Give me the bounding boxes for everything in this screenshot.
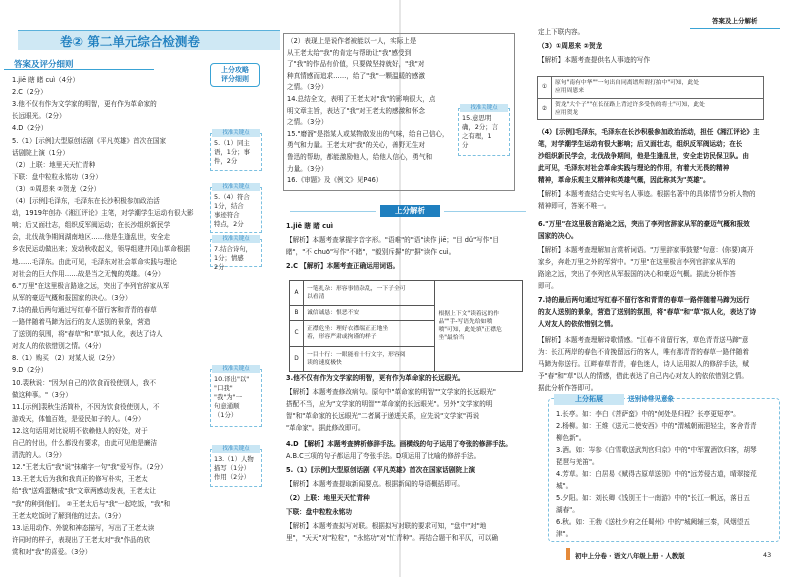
side-note-label: 找准关键点 [212,183,260,191]
side-note-line: 特点，2分 [214,220,244,228]
answer-line: 做这种事。"（3分） [12,390,72,399]
side-note-line: 作用（2分） [214,473,251,481]
analysis-line: 据此分析作答即可。 [538,384,598,392]
vocab-meaning [304,281,435,306]
side-note-line: "我"为"一 [214,393,242,401]
analysis-line: 【解析】本题考查拟写对联。根据拟写对联的要求可知，"盘中"对"地 [286,522,487,530]
vocab-row [290,281,523,306]
continued-line: 鲁迅的帮助，都能激励他人，给他人信心，勇气和 [287,153,433,161]
vocab-meaning-line: 正襟危坐：理好衣襟端正正地坐 [307,326,389,333]
header-line [690,28,780,29]
side-note-line: 1分；情感 [214,254,244,262]
vocab-note [435,281,523,372]
answer-line: 响；后又面壮志，组织反军阀运动；在长沙组织新民学 [12,221,171,230]
side-note-label: 找准关键点 [212,445,260,453]
analysis-line: 路途之远，突出了李列官从军报国的决心和豪迈气概。据此分析作答 [538,270,736,278]
analysis-line: 马蹄为你送行。江畔春草青青，春色迷人，诗人运用拟人的修辞手法，赋 [538,360,749,368]
vocab-note-line: 品""手-写语先给如喷 [438,319,493,325]
side-note-line: 7.结合诗句， [214,245,253,253]
section-title: 上分解析 [380,205,440,217]
continued-line: 力量。（3分） [287,164,328,173]
side-note-line: 之有理，1 [462,132,492,140]
answer-line: 8.（1）购买 （2）对某人说（2分） [12,354,119,363]
answer-line: 13.王老太后为我和我真正的修写朴实，王老太 [12,475,148,484]
strategy-tag-line2: 评分细则 [221,75,249,83]
expand-line: 5.夕阳。如：刘长卿《饯别王十一南游》中的"长江一帆远，落日五 [556,494,750,502]
continued-line: 种真情感而追求……，给了"我"一颗温暖的感激 [287,71,425,80]
vocab-meaning-line: 一目十行：一眼能看十行文字，形容阅 [307,351,406,358]
answer-line: 对社会的巨大作用……故是当之无愧的英雄。（4分） [12,269,165,278]
analysis-line: 睹"，"不 chuō"写作"不睹"，"毅别斥摒"的"摒"读作 cuì。 [286,248,456,256]
continued-line: 14.总结全文，表明了王老太对"我"的影响很大，点 [287,95,436,103]
answer-line: 7.诗的最后两句通过写红春不留行客和青青的春草 [12,305,157,314]
analysis-line: 【解析】本题考查提取新闻要点。根据新闻的导语概括即可。 [286,480,465,488]
analysis-line: 搭配不当，应为"文学家的明智""革命家的长远眼光"。另外"文学家的明 [286,400,493,408]
analysis-line: 【解析】本题考查结合史实写名人事迹。根据名著中的具体情节分析人物的 [538,190,756,198]
answer-line: 4.D（2分） [12,124,48,133]
answer-line: 下联：盘中粒粒永铭功（3分） [12,172,102,181]
analysis-line: 里"，"天天"对"粒粒"，"永铭功"对"忙青种"。再结合题干和平仄，可以确 [286,534,498,542]
side-note-line: 5.（4）符合 [214,193,250,201]
side-note-line: 1分，结合 [214,202,244,210]
answer-line: 一路伴随着马蹄为远行的友人送别的景象，营造 [12,318,151,326]
analysis-line: 【解析】本题考查提供名人事迹的写作 [538,56,651,64]
side-note-line: 10.译出"以" [214,375,250,383]
answer-line: 王老太吃饭时了解到他的过去。（3分） [12,511,125,520]
name-reason-line: 原句"南有中华""一句出自同离谱所谓打拍中"可知，此处 [555,80,699,87]
side-note-line: 句意通顺 [214,402,240,410]
continued-line: 了"我"的作品有价值，只要做坚持就好，"我"对 [287,60,425,69]
analysis-line: 【解析】本题考查修改病句。原句中"革命家的明智""文学家的长远眼光" [286,388,496,396]
expand-line: 4.芳草。如：白居易《赋得古原草送别》中的"远芳侵古道，晴翠接荒 [556,470,757,478]
answer-line: 1.jiē 瞎 睹 cuì（4分） [12,76,80,84]
answer-line: 11.[示例]裴秋生活简朴，不因为饮食役使别人，不 [12,402,160,411]
answer-line: 赏和对"我"的喜爱。（3分） [12,547,92,556]
analysis-line: 定上下联内容。 [538,28,585,36]
analysis-line: 国家的决心。 [538,232,578,240]
footer: 初中上分卷 · 语文八年级上册 · 人教版 [575,552,685,560]
expand-subtitle: 送别诗常见意象 [628,395,675,403]
analysis-line: 下联：盘中粒粒永铭功 [286,508,352,516]
analysis-line: 7.诗的最后两句通过写红春不留行客和青青的春草一路伴随着马蹄为远行 [538,296,750,304]
expand-line: 6.秋。如：王勃《送杜少府之任蜀州》中的"城阙辅三秦，风烟望五 [556,518,750,526]
side-note-label: 找准关键点 [460,104,508,112]
answer-line: 许同时的样子，表现出了王老太对"我"作品的欣 [12,535,150,544]
vocab-note-line: 喷"可知，此处填"正襟危 [438,327,502,333]
answer-line: 地……毛泽东。由此可见，毛泽东对社会革命实践与理论 [12,257,177,266]
name-row [538,98,764,120]
analysis-line: 5.（1）[示例]大型原创话剧《平凡英雄》首次在国家话剧院上演 [286,466,476,474]
answer-line: 了送别的氛围，将"春草"和"草"拟人化，表达了诗人 [12,330,163,339]
header-corner: 答案及上分解析 [712,17,758,25]
vocab-option: C [290,321,304,346]
answer-line: 游戏天，体恤百姓，是爱民如子的人。（4分） [12,414,145,423]
analysis-line: 笔，对学潮学生运动有很大影响；后又面壮志，组织反军阀运动；在长 [538,140,743,148]
side-note-label: 找准关键点 [212,129,260,137]
side-note-line: 5.（1）同主 [214,139,250,147]
analysis-line: 【解析】本题考查理解加言赏析词语。"万里辞家事鼓鼙"句意：(你要)离开 [538,246,754,254]
continued-line: 16.《审题》及《例文》见P46） [287,176,383,185]
name-reason [552,98,764,120]
footer-accent [566,548,570,560]
answer-line: （3）①周恩来 ②贺龙（2分） [12,184,101,193]
expand-line: 1.长亭。如：李白《菩萨蛮》中的"何处是归程？长亭更短亭"。 [556,410,740,418]
strategy-tag-text [212,66,258,84]
expand-line: 城"。 [556,482,573,490]
vocab-meaning-line: 着，形容严肃或拘谨的样子 [307,334,377,341]
section-line-left [290,211,376,212]
answer-line: 给"我"送鸡蛋糖成"我"文章两感动发表，王老太让 [12,487,157,496]
vocab-option: D [290,346,304,371]
continued-line: 明文章主旨，表达了"我"对王老太的感激和怀念 [287,106,425,115]
analysis-line: 6."万里"在这里极言路途之远，突出了李列官辞家从军的豪迈气概和报效 [538,220,750,228]
expand-line: 3.酒。如：岑参《白雪歌送武判官归京》中的"中军置酒饮归客，胡琴 [556,446,757,454]
side-note-line: 件，2分 [214,157,238,165]
answers-heading: 答案及评分细则 [14,60,74,70]
analysis-line: （2）上联：地里天天忙青种 [286,494,370,502]
name-row [538,77,764,99]
continued-line: （2）表现上是说作者被能以一人，实际上是 [287,37,417,45]
analysis-line: 智"和"革命家的长远眼光"二者属于递进关系，应先说"文学家"再说 [286,412,480,420]
vocab-meaning-line: 以看清 [307,294,325,301]
name-index: ① [538,77,552,99]
answer-line: 12."王老太后"我"说"抹痛字一句"我"爱写作。（2分） [12,463,167,472]
vocab-meaning [304,321,435,346]
vocab-meaning-line: 读的速度极快 [307,359,342,366]
strategy-tag-line1: 上分攻略 [221,66,249,74]
side-note-line: 13.（1）人物 [214,455,254,463]
expand-line: 2.杨柳。如：王维《送元二使安西》中的"渭城朝雨浥轻尘，客舍青青 [556,422,757,430]
answer-line: （2）上联：地里天天忙青种 [12,160,96,169]
analysis-line: 精神，革命乐观主义精神和英雄气概，因此称其为"英雄"。 [538,176,710,184]
answer-line: （4）[示例]毛泽东，毛泽东在长沙积极参加政治活 [12,197,160,205]
answer-line: 自己的付出，什么都没有要求，由此可见他是廉洁 [12,439,158,447]
name-reason-line: 应用周恩来 [555,88,584,95]
name-reason-line: 应用贺龙 [555,109,579,116]
side-note-line: 15.意思明 [462,114,492,122]
analysis-line: 予"春"和"草"以人的情感，借此表达了自己内心对友人的依依惜别之情。 [538,372,748,380]
analysis-line: 3.他不仅有作为文学家的明智，更有作为革命家的长远眼光。 [286,374,465,382]
analysis-line: 2.C 【解析】本题考查正确运用词语。 [286,262,400,270]
expand-line: 湖春"。 [556,506,579,514]
side-note-line: "口我" [214,384,233,392]
analysis-line: 家乡，奔赴万里之外的军营中。"万里"在这里极言李列官辞家从军的 [538,258,736,266]
continued-line: 勇气和力量。王老太对"我"的关心，善野无生对 [287,141,425,150]
answer-line: 从军的豪迈气概和报国家的决心。（3分） [12,293,132,302]
analysis-line: 人对友人的依依惜别之情。 [538,320,618,328]
expand-line: 柳色新"。 [556,434,586,442]
side-note-line: 事迹符合 [214,211,240,219]
answer-line: 会，北伐战争期间湖南地区……他是生逢乱世，安全走 [12,233,171,242]
analysis-line: 沙组织新民学会，北伐战争期间，他是生逢乱世，安全走访民保卫队。由 [538,152,749,160]
answer-line: 长远眼光。（2分） [12,112,66,121]
side-note-line: 语，1分；事 [214,148,251,156]
vocab-note-line: 根据上下文"读着远的作 [438,311,500,317]
answer-line: 12.这句话用对比说明不依赖他人的好处，对于 [12,426,148,435]
expand-title-text: 上分拓展 [575,395,603,403]
page-number: 43 [763,551,772,559]
vocab-meaning-line: 诚信诚恳：恨恶不安 [307,310,360,317]
side-note-line: 描写（1分） [214,464,251,472]
expand-line: 津"。 [556,530,573,538]
answer-line: 10.裴秋说："因为(自己的)饮食而役使别人，我不 [12,378,156,387]
analysis-line: 为：长江两岸的春色不肯挽留远行的客人，唯有那青青的春草一路伴随着 [538,348,749,356]
vocab-meaning [304,346,435,371]
vocab-option: B [290,306,304,321]
answer-line: "我"的种到他们。 ②王老太后与"我"一起吃饭，"我"和 [12,499,171,508]
analysis-line: A.B.C三项的句子都运用了夸张手法。D项运用了比喻的修辞手法。 [286,452,481,460]
analysis-line: 【解析】本题考查理解诗歌情感。"江春不肯留行客，草色青青送马蹄"意 [538,336,749,344]
analysis-line: 4.D 【解析】本题考查辨析修辞手法。画横线的句子运用了夸张的修辞手法。 [286,440,512,448]
side-note-label: 找准关键点 [212,365,260,373]
vocab-note-line: 坐"最恰当 [438,335,465,341]
vocab-meaning-line: 一笔扎杂：形容事情杂乱，一下子全可 [307,286,406,293]
analysis-line: 的友人送别的景象，营造了送别的氛围，将"春草"和"草"拟人化，表达了诗 [538,308,757,316]
name-reason [552,77,764,99]
answer-line: 2.C（2分） [12,88,47,97]
answer-line: 6."万里"在这里极言路途之远，突出了李列官辞家从军 [12,281,170,290]
analysis-line: 精神即可，答案不唯一。 [538,202,611,210]
continued-line: 之情。（3分） [287,83,328,92]
vocab-table [289,280,523,372]
analysis-line: 1.jiē 瞎 睹 cuì [286,222,334,230]
side-note-line: （1分） [214,411,238,419]
answer-line: 话剧院上演（1分） [12,148,69,157]
vocab-option: A [290,281,304,306]
answer-line: 乡农民运动做出来；发动秋收起义，领导组建井冈山革命根据 [12,245,191,254]
answer-line: 清洗的人。（3分） [12,451,66,460]
name-reason-line: 贺龙"大个子""在长征路上背过许多受伤的将士"可知，此处 [555,101,705,108]
continued-line: 之情。（3分） [287,118,328,127]
answer-line: 动，1919年创办《湘江评论》主笔，对学潮学生运动有很大影 [12,209,194,218]
section-line-right [444,211,526,212]
answer-line: 对友人的依依惜别之情。（4分） [12,342,106,351]
analysis-line: 即可。 [538,282,558,290]
answer-line: 3.他不仅有作为文学家的明智，更有作为革命家的 [12,100,157,109]
continued-line: 从王老太给"我"的肯定与帮助让"我"感受到 [287,48,412,57]
page-title: 卷② 第二单元综合检测卷 [60,34,200,49]
side-note-line: 分 [462,141,469,149]
name-table [537,76,764,120]
continued-line: 15."磨溜"是指某人或某物散发出的气味，给自己信心， [287,129,449,138]
answer-line: 13.运用动作、外貌和神态描写，写出了王老太读 [12,523,155,532]
answer-line: 5.（1）[示例]大型原创话剧《平凡英雄》首次在国家 [12,136,167,145]
side-note-line: 确，2分；言 [462,123,499,131]
analysis-line: 【解析】本题考查掌握字音字形。"语难"的"语"读作 jiē；"目 dǔ"写作"目 [286,236,499,244]
side-note-line: 2分 [214,263,225,271]
expand-line: 琵琶与羌笛"。 [556,458,599,466]
analysis-line: （3）①周恩来 ②贺龙 [538,42,603,50]
name-index: ② [538,98,552,120]
vocab-meaning [304,306,435,321]
analysis-line: 此可见，毛泽东对社会革命实践与理论的作用，有着大无畏的精神 [538,164,730,172]
expand-title [554,394,624,405]
side-note-label: 找准关键点 [212,235,260,243]
analysis-line: "革命家"。据此修改即可。 [286,424,365,432]
answer-line: 9.D（2分） [12,366,48,375]
analysis-line: （4）[示例]毛泽东，毛泽东在长沙积极参加政治活动，担任《湘江评论》主 [538,128,760,136]
